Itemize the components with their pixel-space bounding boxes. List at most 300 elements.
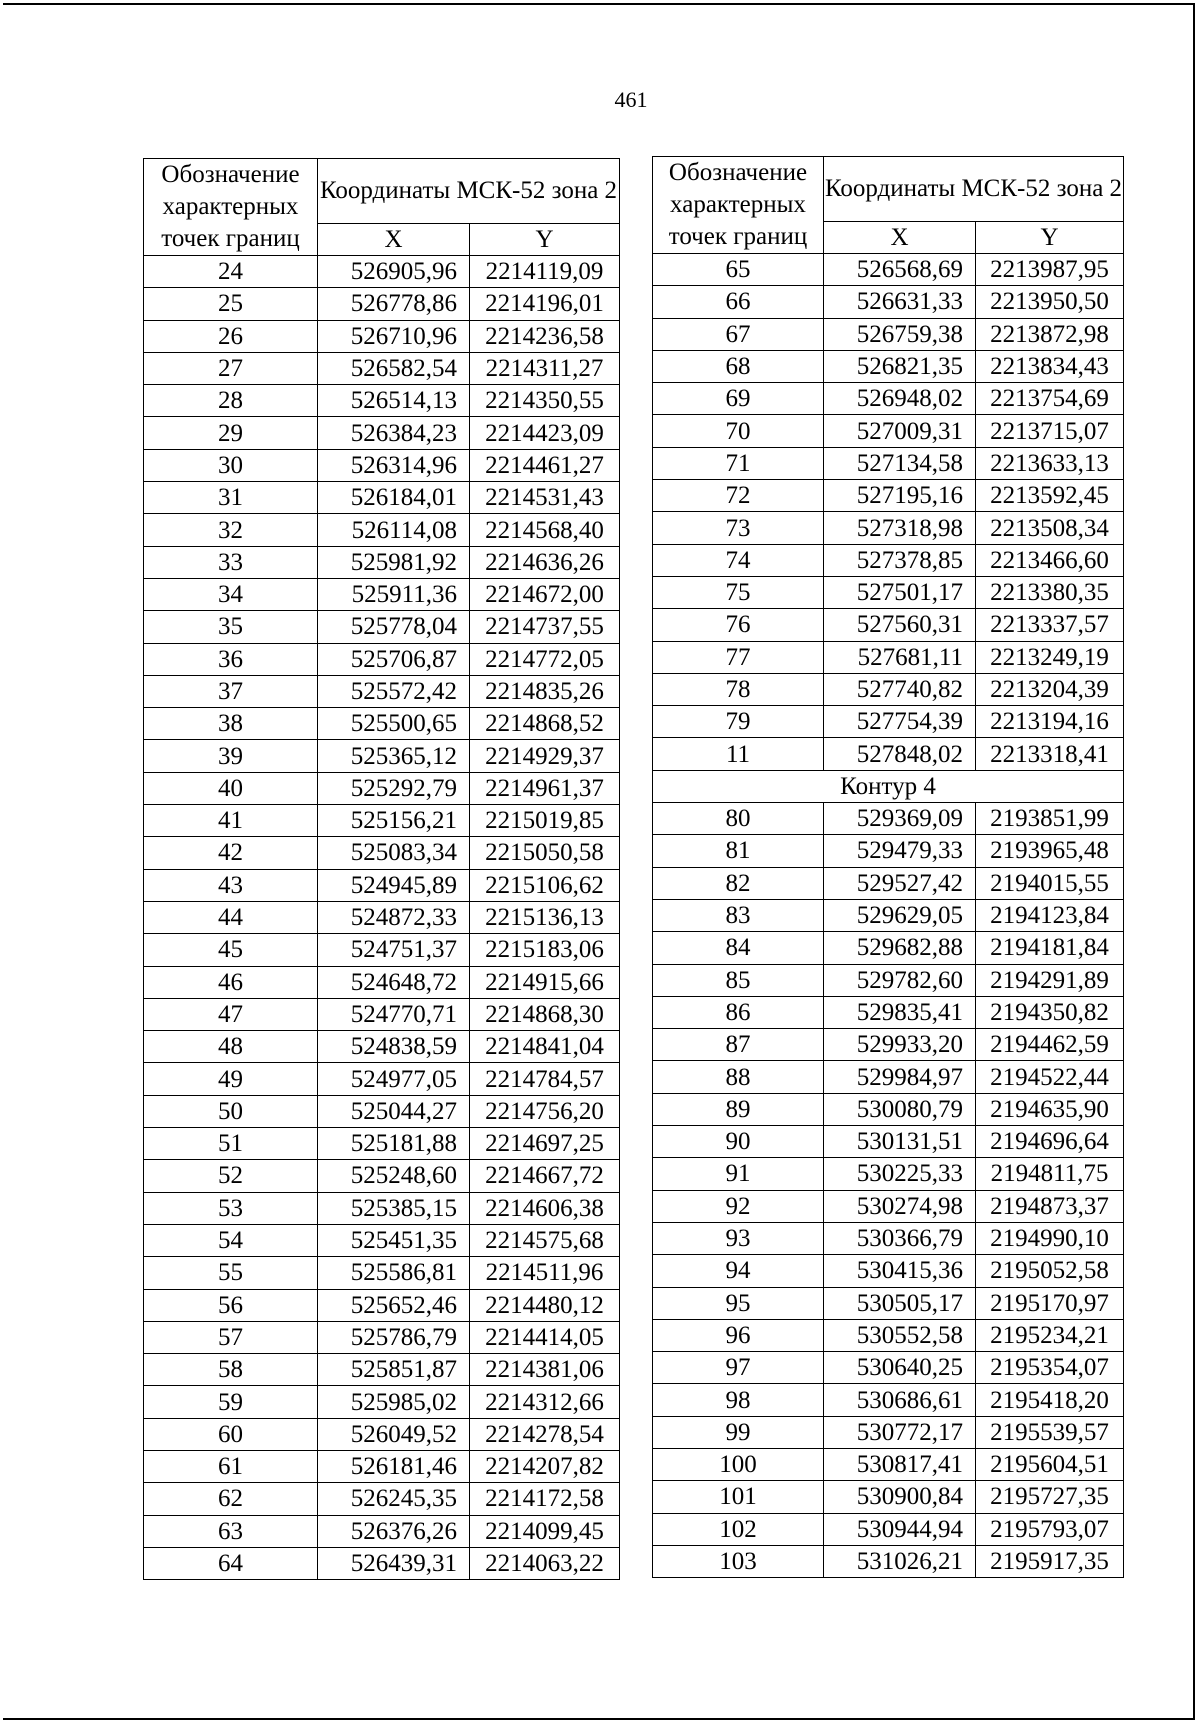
x-coordinate-cell: 526821,35 [824, 350, 976, 382]
x-coordinate-cell: 526514,13 [318, 385, 470, 417]
point-id-cell: 76 [653, 609, 824, 641]
x-coordinate-cell: 527740,82 [824, 673, 976, 705]
x-coordinate-cell: 526948,02 [824, 383, 976, 415]
y-coordinate-cell: 2194291,89 [976, 964, 1124, 996]
y-coordinate-cell: 2214531,43 [470, 482, 620, 514]
point-id-cell: 103 [653, 1545, 824, 1577]
x-coordinate-cell: 527009,31 [824, 415, 976, 447]
table-row [144, 514, 620, 546]
y-coordinate-cell: 2195052,58 [976, 1255, 1124, 1287]
point-id-cell: 44 [144, 901, 318, 933]
point-id-cell: 60 [144, 1418, 318, 1450]
point-id-cell: 68 [653, 350, 824, 382]
y-coordinate-cell: 2214772,05 [470, 643, 620, 675]
page-number: 461 [614, 87, 648, 112]
table-row [144, 998, 620, 1030]
table-row [653, 1513, 1124, 1545]
y-coordinate-cell: 2214835,26 [470, 675, 620, 707]
y-coordinate-cell: 2214312,66 [470, 1386, 620, 1418]
point-id-cell: 69 [653, 383, 824, 415]
x-coordinate-cell: 526710,96 [318, 320, 470, 352]
x-coordinate-cell: 530552,58 [824, 1319, 976, 1351]
point-id-cell: 102 [653, 1513, 824, 1545]
point-id-cell: 94 [653, 1255, 824, 1287]
table-row [144, 675, 620, 707]
table-row [144, 1483, 620, 1515]
y-coordinate-cell: 2214868,30 [470, 998, 620, 1030]
y-coordinate-cell: 2195234,21 [976, 1319, 1124, 1351]
table-row [653, 415, 1124, 447]
y-coordinate-cell: 2194522,44 [976, 1061, 1124, 1093]
coordinates-table-right [652, 156, 1124, 1578]
table-row [144, 288, 620, 320]
y-coordinate-cell: 2214697,25 [470, 1128, 620, 1160]
x-coordinate-cell: 526184,01 [318, 482, 470, 514]
point-id-cell: 27 [144, 352, 318, 384]
point-id-cell: 73 [653, 512, 824, 544]
table-row [653, 738, 1124, 770]
point-id-cell: 65 [653, 254, 824, 286]
table-row [653, 1093, 1124, 1125]
point-id-cell: 83 [653, 899, 824, 931]
designation-header: Обозначение характерных точек границ [653, 157, 824, 254]
table-row [144, 1450, 620, 1482]
point-id-cell: 71 [653, 447, 824, 479]
y-coordinate-cell: 2214784,57 [470, 1063, 620, 1095]
x-coordinate-cell: 530772,17 [824, 1416, 976, 1448]
point-id-cell: 50 [144, 1095, 318, 1127]
point-id-cell: 92 [653, 1190, 824, 1222]
point-id-cell: 11 [653, 738, 824, 770]
table-row [144, 256, 620, 288]
table-header [144, 159, 620, 256]
point-id-cell: 85 [653, 964, 824, 996]
y-coordinate-cell: 2194123,84 [976, 899, 1124, 931]
y-coordinate-cell: 2214915,66 [470, 966, 620, 998]
table-row [144, 417, 620, 449]
x-coordinate-cell: 527134,58 [824, 447, 976, 479]
y-coordinate-cell: 2214063,22 [470, 1547, 620, 1579]
point-id-cell: 72 [653, 480, 824, 512]
point-id-cell: 32 [144, 514, 318, 546]
table-row [144, 901, 620, 933]
table-row [144, 546, 620, 578]
point-id-cell: 63 [144, 1515, 318, 1547]
table-row [653, 1384, 1124, 1416]
table-row [653, 1222, 1124, 1254]
x-coordinate-cell: 525451,35 [318, 1224, 470, 1256]
x-coordinate-cell: 526114,08 [318, 514, 470, 546]
point-id-cell: 78 [653, 673, 824, 705]
x-header: X [318, 223, 470, 255]
table-row [653, 286, 1124, 318]
point-id-cell: 90 [653, 1126, 824, 1158]
table-row [653, 1448, 1124, 1480]
table-row [144, 611, 620, 643]
point-id-cell: 82 [653, 867, 824, 899]
x-coordinate-cell: 529782,60 [824, 964, 976, 996]
x-coordinate-cell: 530817,41 [824, 1448, 976, 1480]
table-row [144, 1418, 620, 1450]
y-coordinate-cell: 2214575,68 [470, 1224, 620, 1256]
x-coordinate-cell: 529479,33 [824, 835, 976, 867]
x-coordinate-cell: 525911,36 [318, 578, 470, 610]
x-coordinate-cell: 525083,34 [318, 837, 470, 869]
y-coordinate-cell: 2213249,19 [976, 641, 1124, 673]
table-row [144, 966, 620, 998]
x-coordinate-cell: 525778,04 [318, 611, 470, 643]
table-row [653, 1287, 1124, 1319]
point-id-cell: 75 [653, 576, 824, 608]
y-coordinate-cell: 2214423,09 [470, 417, 620, 449]
point-id-cell: 79 [653, 706, 824, 738]
table-row [144, 482, 620, 514]
x-coordinate-cell: 529933,20 [824, 1029, 976, 1061]
y-coordinate-cell: 2214756,20 [470, 1095, 620, 1127]
x-coordinate-cell: 526376,26 [318, 1515, 470, 1547]
table-row [144, 352, 620, 384]
table-row [144, 708, 620, 740]
x-coordinate-cell: 530131,51 [824, 1126, 976, 1158]
x-coordinate-cell: 525851,87 [318, 1354, 470, 1386]
table-row [144, 934, 620, 966]
y-coordinate-cell: 2213337,57 [976, 609, 1124, 641]
point-id-cell: 36 [144, 643, 318, 675]
point-id-cell: 87 [653, 1029, 824, 1061]
x-coordinate-cell: 525786,79 [318, 1321, 470, 1353]
point-id-cell: 99 [653, 1416, 824, 1448]
y-coordinate-cell: 2195539,57 [976, 1416, 1124, 1448]
table-row [144, 1289, 620, 1321]
x-coordinate-cell: 527195,16 [824, 480, 976, 512]
y-coordinate-cell: 2213754,69 [976, 383, 1124, 415]
table-row [653, 544, 1124, 576]
coordinates-table-left [143, 158, 620, 1580]
point-id-cell: 61 [144, 1450, 318, 1482]
table-row [653, 706, 1124, 738]
y-coordinate-cell: 2194015,55 [976, 867, 1124, 899]
point-id-cell: 53 [144, 1192, 318, 1224]
x-coordinate-cell: 530944,94 [824, 1513, 976, 1545]
point-id-cell: 57 [144, 1321, 318, 1353]
y-coordinate-cell: 2194873,37 [976, 1190, 1124, 1222]
table-row [653, 964, 1124, 996]
x-coordinate-cell: 527848,02 [824, 738, 976, 770]
y-coordinate-cell: 2214311,27 [470, 352, 620, 384]
point-id-cell: 80 [653, 803, 824, 835]
x-coordinate-cell: 525652,46 [318, 1289, 470, 1321]
point-id-cell: 34 [144, 578, 318, 610]
y-coordinate-cell: 2214667,72 [470, 1160, 620, 1192]
point-id-cell: 96 [653, 1319, 824, 1351]
point-id-cell: 28 [144, 385, 318, 417]
table-row [144, 772, 620, 804]
point-id-cell: 64 [144, 1547, 318, 1579]
point-id-cell: 45 [144, 934, 318, 966]
x-coordinate-cell: 525985,02 [318, 1386, 470, 1418]
table-row [144, 1515, 620, 1547]
point-id-cell: 52 [144, 1160, 318, 1192]
table-row [653, 1126, 1124, 1158]
table-row [653, 1416, 1124, 1448]
x-coordinate-cell: 524648,72 [318, 966, 470, 998]
x-coordinate-cell: 530225,33 [824, 1158, 976, 1190]
table-row [144, 1224, 620, 1256]
x-header: X [824, 221, 976, 253]
point-id-cell: 67 [653, 318, 824, 350]
y-coordinate-cell: 2214511,96 [470, 1257, 620, 1289]
point-id-cell: 30 [144, 449, 318, 481]
y-coordinate-cell: 2214841,04 [470, 1031, 620, 1063]
point-id-cell: 59 [144, 1386, 318, 1418]
x-coordinate-cell: 530366,79 [824, 1222, 976, 1254]
point-id-cell: 81 [653, 835, 824, 867]
point-id-cell: 25 [144, 288, 318, 320]
x-coordinate-cell: 525365,12 [318, 740, 470, 772]
y-coordinate-cell: 2214196,01 [470, 288, 620, 320]
x-coordinate-cell: 527560,31 [824, 609, 976, 641]
point-id-cell: 33 [144, 546, 318, 578]
x-coordinate-cell: 524945,89 [318, 869, 470, 901]
point-id-cell: 84 [653, 932, 824, 964]
x-coordinate-cell: 526631,33 [824, 286, 976, 318]
x-coordinate-cell: 525981,92 [318, 546, 470, 578]
table-row [144, 869, 620, 901]
x-coordinate-cell: 531026,21 [824, 1545, 976, 1577]
x-coordinate-cell: 525292,79 [318, 772, 470, 804]
point-id-cell: 40 [144, 772, 318, 804]
x-coordinate-cell: 526905,96 [318, 256, 470, 288]
x-coordinate-cell: 526384,23 [318, 417, 470, 449]
y-coordinate-cell: 2194990,10 [976, 1222, 1124, 1254]
section-row [653, 770, 1124, 802]
y-coordinate-cell: 2214929,37 [470, 740, 620, 772]
table-row [653, 996, 1124, 1028]
x-coordinate-cell: 525706,87 [318, 643, 470, 675]
table-row [653, 1158, 1124, 1190]
point-id-cell: 77 [653, 641, 824, 673]
x-coordinate-cell: 527501,17 [824, 576, 976, 608]
point-id-cell: 41 [144, 805, 318, 837]
y-coordinate-cell: 2214868,52 [470, 708, 620, 740]
x-coordinate-cell: 525156,21 [318, 805, 470, 837]
table-row [144, 1354, 620, 1386]
x-coordinate-cell: 529682,88 [824, 932, 976, 964]
table-row [144, 1031, 620, 1063]
point-id-cell: 48 [144, 1031, 318, 1063]
table-row [653, 383, 1124, 415]
y-coordinate-cell: 2214568,40 [470, 514, 620, 546]
table-row [144, 1386, 620, 1418]
table-row [653, 1545, 1124, 1577]
table-row [144, 578, 620, 610]
table-row [144, 1192, 620, 1224]
table-row [653, 576, 1124, 608]
point-id-cell: 74 [653, 544, 824, 576]
table-row [653, 254, 1124, 286]
y-coordinate-cell: 2195727,35 [976, 1481, 1124, 1513]
y-coordinate-cell: 2195170,97 [976, 1287, 1124, 1319]
table-row [653, 835, 1124, 867]
table-row [144, 643, 620, 675]
x-coordinate-cell: 527378,85 [824, 544, 976, 576]
y-coordinate-cell: 2195604,51 [976, 1448, 1124, 1480]
table-row [144, 1160, 620, 1192]
table-row [653, 1061, 1124, 1093]
table-row [653, 803, 1124, 835]
designation-header: Обозначение характерных точек границ [144, 159, 318, 256]
point-id-cell: 88 [653, 1061, 824, 1093]
y-coordinate-cell: 2213466,60 [976, 544, 1124, 576]
y-coordinate-cell: 2214961,37 [470, 772, 620, 804]
x-coordinate-cell: 530415,36 [824, 1255, 976, 1287]
table-row [653, 1255, 1124, 1287]
table-row [653, 1029, 1124, 1061]
y-coordinate-cell: 2214099,45 [470, 1515, 620, 1547]
point-id-cell: 55 [144, 1257, 318, 1289]
x-coordinate-cell: 529369,09 [824, 803, 976, 835]
x-coordinate-cell: 526582,54 [318, 352, 470, 384]
y-coordinate-cell: 2194811,75 [976, 1158, 1124, 1190]
x-coordinate-cell: 526439,31 [318, 1547, 470, 1579]
y-coordinate-cell: 2215183,06 [470, 934, 620, 966]
y-coordinate-cell: 2213592,45 [976, 480, 1124, 512]
point-id-cell: 58 [144, 1354, 318, 1386]
table-row [144, 1095, 620, 1127]
point-id-cell: 98 [653, 1384, 824, 1416]
y-coordinate-cell: 2214236,58 [470, 320, 620, 352]
table-body [653, 254, 1124, 1578]
y-coordinate-cell: 2195917,35 [976, 1545, 1124, 1577]
table-row [653, 932, 1124, 964]
point-id-cell: 101 [653, 1481, 824, 1513]
y-coordinate-cell: 2193965,48 [976, 835, 1124, 867]
x-coordinate-cell: 524872,33 [318, 901, 470, 933]
x-coordinate-cell: 525385,15 [318, 1192, 470, 1224]
y-coordinate-cell: 2214414,05 [470, 1321, 620, 1353]
table-row [653, 673, 1124, 705]
table-row [653, 1190, 1124, 1222]
x-coordinate-cell: 529835,41 [824, 996, 976, 1028]
x-coordinate-cell: 526778,86 [318, 288, 470, 320]
y-coordinate-cell: 2214350,55 [470, 385, 620, 417]
x-coordinate-cell: 525500,65 [318, 708, 470, 740]
x-coordinate-cell: 526245,35 [318, 1483, 470, 1515]
y-coordinate-cell: 2194462,59 [976, 1029, 1124, 1061]
point-id-cell: 39 [144, 740, 318, 772]
table-row [653, 512, 1124, 544]
y-coordinate-cell: 2214278,54 [470, 1418, 620, 1450]
x-coordinate-cell: 525044,27 [318, 1095, 470, 1127]
x-coordinate-cell: 525572,42 [318, 675, 470, 707]
y-coordinate-cell: 2195418,20 [976, 1384, 1124, 1416]
y-coordinate-cell: 2214119,09 [470, 256, 620, 288]
y-coordinate-cell: 2194696,64 [976, 1126, 1124, 1158]
point-id-cell: 37 [144, 675, 318, 707]
x-coordinate-cell: 530686,61 [824, 1384, 976, 1416]
table-row [653, 1481, 1124, 1513]
y-coordinate-cell: 2214480,12 [470, 1289, 620, 1321]
x-coordinate-cell: 530274,98 [824, 1190, 976, 1222]
table-row [144, 805, 620, 837]
y-coordinate-cell: 2195793,07 [976, 1513, 1124, 1545]
point-id-cell: 24 [144, 256, 318, 288]
y-coordinate-cell: 2213633,13 [976, 447, 1124, 479]
x-coordinate-cell: 527681,11 [824, 641, 976, 673]
y-coordinate-cell: 2213204,39 [976, 673, 1124, 705]
point-id-cell: 43 [144, 869, 318, 901]
point-id-cell: 31 [144, 482, 318, 514]
point-id-cell: 56 [144, 1289, 318, 1321]
point-id-cell: 54 [144, 1224, 318, 1256]
x-coordinate-cell: 530900,84 [824, 1481, 976, 1513]
table-row [653, 447, 1124, 479]
y-coordinate-cell: 2213508,34 [976, 512, 1124, 544]
y-coordinate-cell: 2213834,43 [976, 350, 1124, 382]
x-coordinate-cell: 525248,60 [318, 1160, 470, 1192]
table-row [653, 350, 1124, 382]
y-coordinate-cell: 2213194,16 [976, 706, 1124, 738]
coords-header: Координаты МСК-52 зона 2 [824, 157, 1124, 222]
point-id-cell: 35 [144, 611, 318, 643]
x-coordinate-cell: 530080,79 [824, 1093, 976, 1125]
y-coordinate-cell: 2215136,13 [470, 901, 620, 933]
x-coordinate-cell: 526759,38 [824, 318, 976, 350]
x-coordinate-cell: 524751,37 [318, 934, 470, 966]
point-id-cell: 46 [144, 966, 318, 998]
table-row [144, 385, 620, 417]
point-id-cell: 100 [653, 1448, 824, 1480]
y-coordinate-cell: 2194350,82 [976, 996, 1124, 1028]
y-header: Y [976, 221, 1124, 253]
y-coordinate-cell: 2194635,90 [976, 1093, 1124, 1125]
y-coordinate-cell: 2215050,58 [470, 837, 620, 869]
table-row [653, 1319, 1124, 1351]
point-id-cell: 49 [144, 1063, 318, 1095]
x-coordinate-cell: 527754,39 [824, 706, 976, 738]
y-coordinate-cell: 2214172,58 [470, 1483, 620, 1515]
point-id-cell: 66 [653, 286, 824, 318]
point-id-cell: 29 [144, 417, 318, 449]
point-id-cell: 42 [144, 837, 318, 869]
y-coordinate-cell: 2213715,07 [976, 415, 1124, 447]
x-coordinate-cell: 529984,97 [824, 1061, 976, 1093]
y-coordinate-cell: 2214737,55 [470, 611, 620, 643]
section-title: Контур 4 [653, 770, 1124, 802]
point-id-cell: 97 [653, 1352, 824, 1384]
point-id-cell: 26 [144, 320, 318, 352]
x-coordinate-cell: 526049,52 [318, 1418, 470, 1450]
table-row [653, 1352, 1124, 1384]
y-header: Y [470, 223, 620, 255]
y-coordinate-cell: 2214381,06 [470, 1354, 620, 1386]
y-coordinate-cell: 2214606,38 [470, 1192, 620, 1224]
y-coordinate-cell: 2193851,99 [976, 803, 1124, 835]
point-id-cell: 89 [653, 1093, 824, 1125]
x-coordinate-cell: 526314,96 [318, 449, 470, 481]
table-row [653, 641, 1124, 673]
y-coordinate-cell: 2213872,98 [976, 318, 1124, 350]
table-row [144, 837, 620, 869]
point-id-cell: 93 [653, 1222, 824, 1254]
coords-header: Координаты МСК-52 зона 2 [318, 159, 620, 224]
table-row [653, 899, 1124, 931]
y-coordinate-cell: 2213987,95 [976, 254, 1124, 286]
y-coordinate-cell: 2213950,50 [976, 286, 1124, 318]
x-coordinate-cell: 527318,98 [824, 512, 976, 544]
y-coordinate-cell: 2213380,35 [976, 576, 1124, 608]
table-row [653, 480, 1124, 512]
